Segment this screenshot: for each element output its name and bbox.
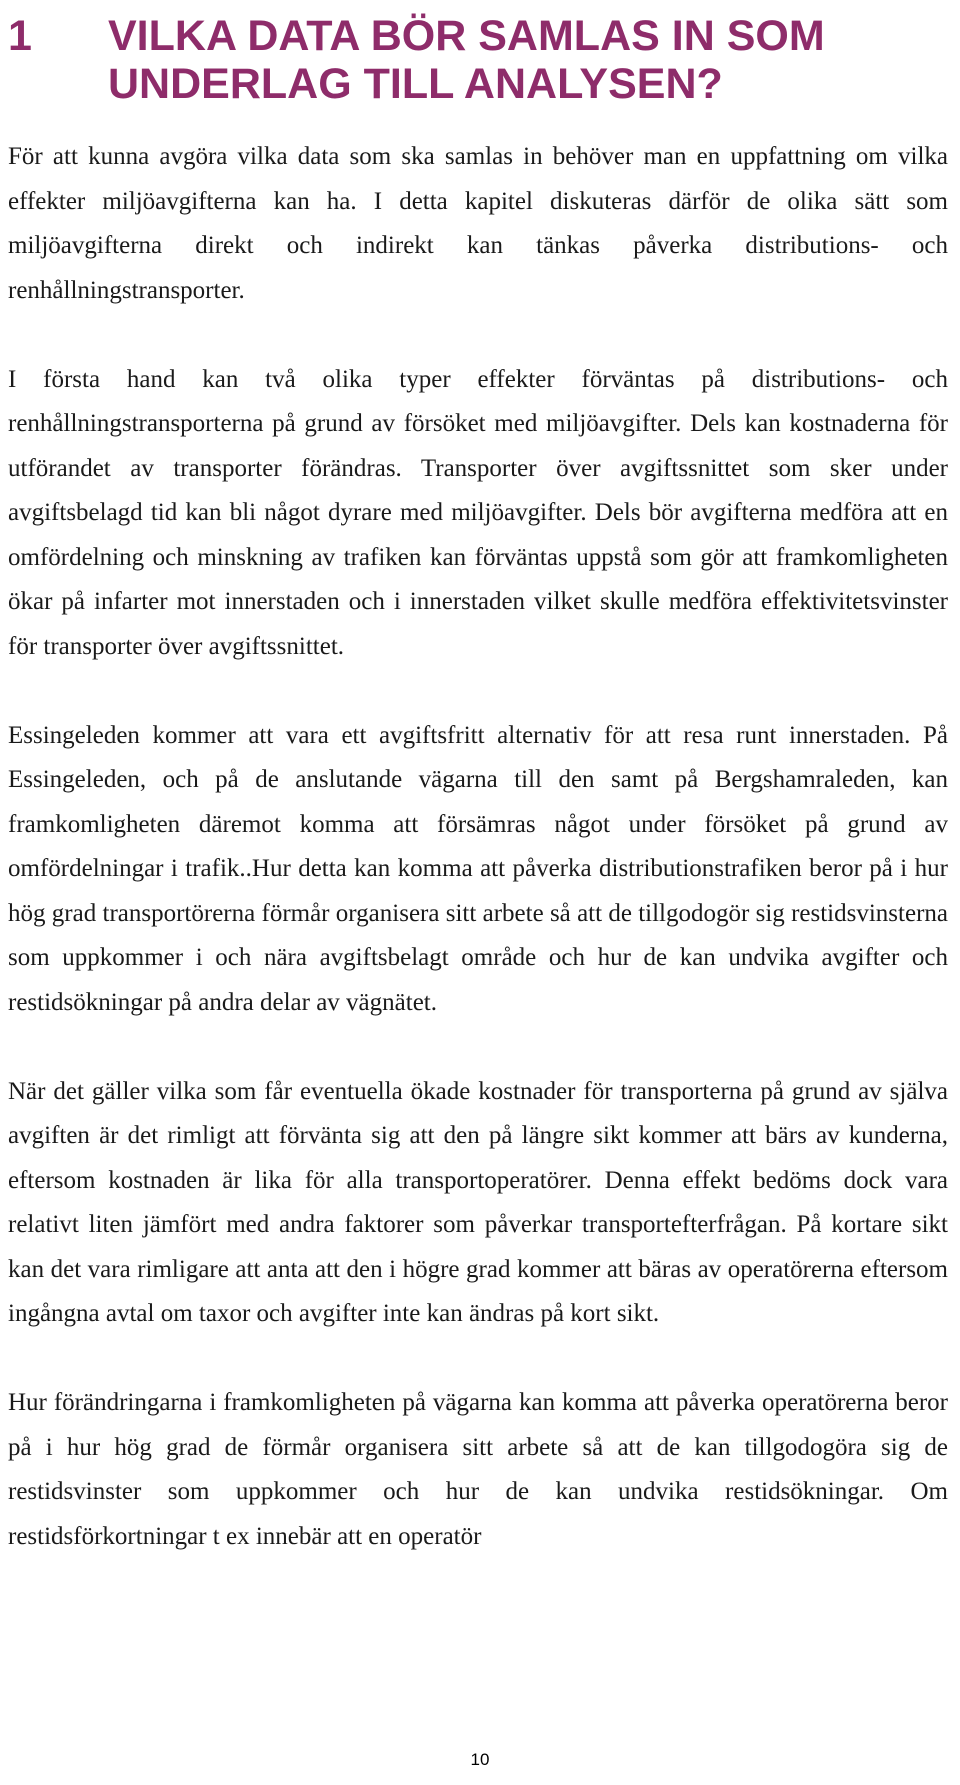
- paragraph-accessibility-changes: Hur förändringarna i framkomligheten på vägarna kan komma att påverka operatörerna beror på i hur hög grad de förmår organisera sitt arbete så att de kan tillgodogöra sig de restidsvinster som uppkommer och hur de kan undvika restidsökningar. Om restidsförkortningar t ex innebär att en operatör: [8, 1389, 948, 1550]
- body-text: [8, 135, 948, 1559]
- paragraph-essingeleden: Essingeleden kommer att vara ett avgiftsfritt alternativ för att resa runt innerstaden. På Essingeleden, och på de anslutande vägarna till den samt på Bergshamraleden, kan framkomligheten däremot komma att försämras något under försöket på grund av omfördelningar i trafik..Hur detta kan komma att påverka distributionstrafiken beror på i hur hög grad transportörerna förmår organisera sitt arbete så att de tillgodogör sig restidsvinsterna som uppkommer i och nära avgiftsbelagt område och hur de kan undvika avgifter och restidsökningar på andra delar av vägnätet.: [8, 721, 948, 1016]
- page-number: 10: [470, 1750, 490, 1769]
- chapter-number: 1: [8, 12, 32, 60]
- paragraph-data-needs: För att kunna avgöra vilka data som ska samlas in behöver man en uppfattning om vilka effekter miljöavgifterna kan ha. I detta kapitel diskuteras därför de olika sätt som miljöavgifterna direkt och indirekt kan tänkas påverka distributions- och renhållningstransporter.: [8, 143, 948, 304]
- chapter-title: VILKA DATA BÖR SAMLAS IN SOM UNDERLAG TILL ANALYSEN?: [108, 12, 825, 108]
- paragraph-effect-types: I första hand kan två olika typer effekter förväntas på distributions- och renhållningstransporterna på grund av försöket med miljöavgifter. Dels kan kostnaderna för utförandet av transporter förändras. Transporter över avgiftssnittet som sker under avgiftsbelagd tid kan bli något dyrare med miljöavgifter. Dels bör avgifterna medföra att en omfördelning och minskning av trafiken kan förväntas uppstå som gör att framkomligheten ökar på infarter mot innerstaden och i innerstaden vilket skulle medföra effektivitetsvinster för transporter över avgiftssnittet.: [8, 365, 948, 660]
- chapter-heading: [8, 12, 948, 108]
- paragraph-cost-bearers: När det gäller vilka som får eventuella ökade kostnader för transporterna på grund av själva avgiften är det rimligt att förvänta sig att den på längre sikt kommer att bärs av kunderna, eftersom kostnaden är lika för alla transportoperatörer. Denna effekt bedöms dock vara relativt liten jämfört med andra faktorer som påverkar transportefterfrågan. På kortare sikt kan det vara rimligare att anta att den i högre grad kommer att bäras av operatörerna eftersom ingångna avtal om taxor och avgifter inte kan ändras på kort sikt.: [8, 1077, 948, 1327]
